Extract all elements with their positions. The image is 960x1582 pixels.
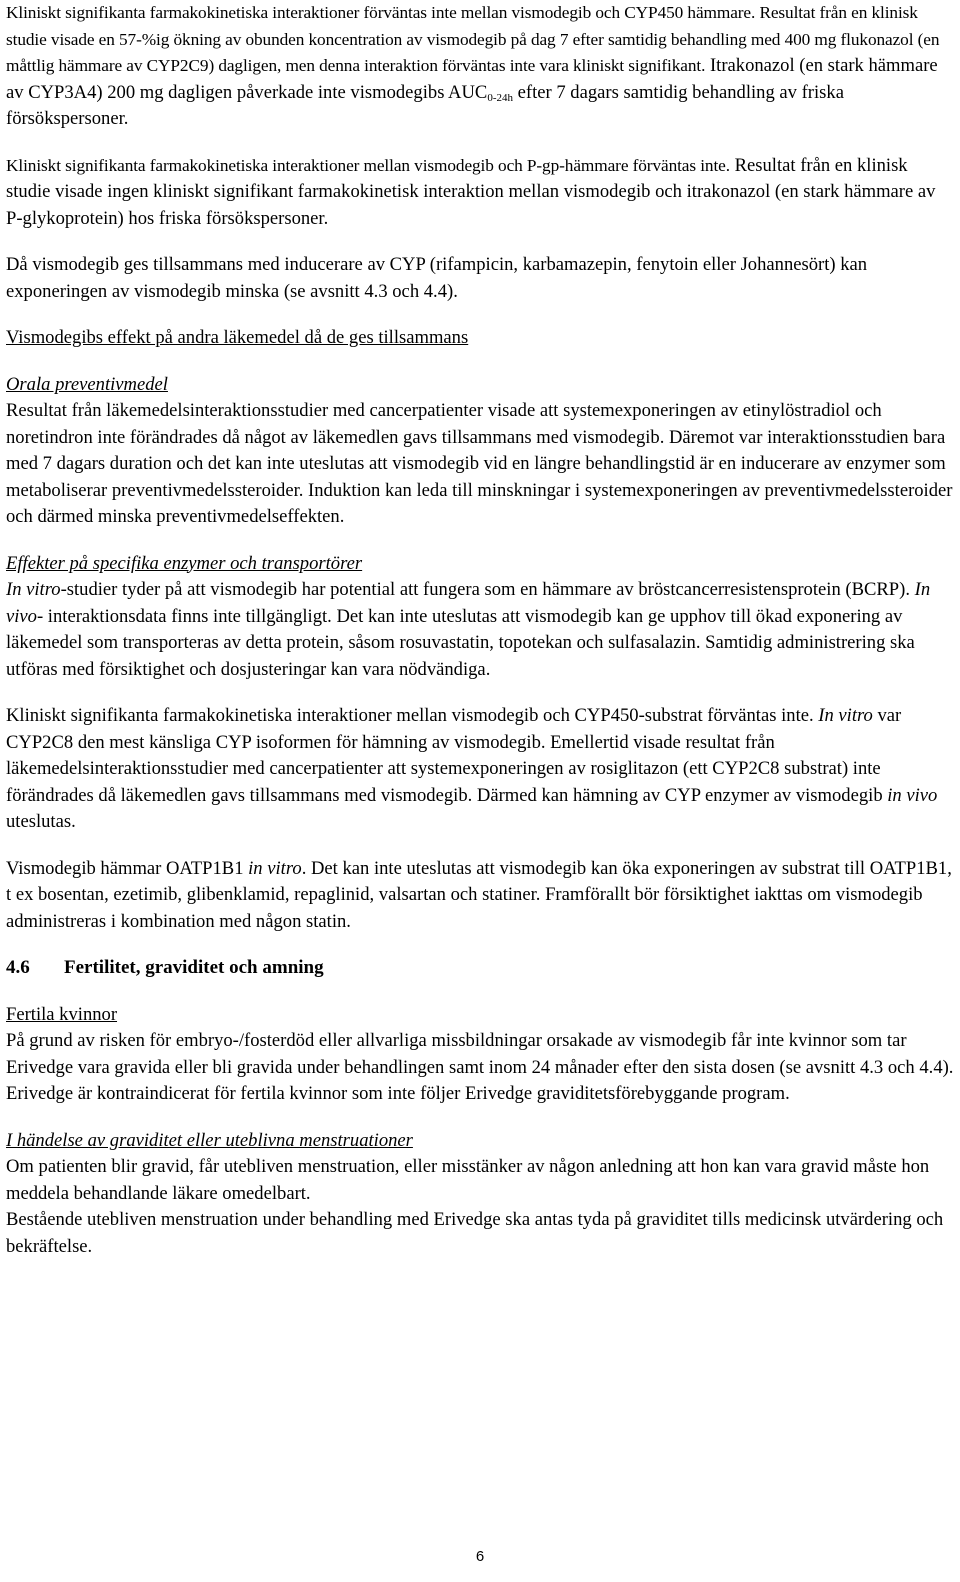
paragraph-cyp-inducers: Då vismodegib ges tillsammans med inducerare av CYP (rifampicin, karbamazepin, fenytoin eller Johannesört) kan exponeringen av vismodegib minska (se avsnitt 4.3 och 4.4).: [6, 254, 868, 302]
paragraph-text: Kliniskt signifikanta farmakokinetiska interaktioner mellan vismodegib och CYP450-substrat förväntas inte.: [6, 705, 819, 726]
document-page: [6, 0, 954, 1260]
paragraph-text: Itrakonazol (en stark hämmare av CYP3A4) 200 mg dagligen påverkade inte vismodegibs AUC: [6, 55, 938, 103]
paragraph-pgp-inhibitors: [6, 153, 954, 233]
paragraph-fertile-women: På grund av risken för embryo-/fosterdöd eller allvarliga missbildningar orsakade av vismodegib får inte kvinnor som tar Erivedge vara gravida eller bli gravida under behandlingen samt inom 24 månader efter den sista dosen (se avsnitt 4.3 och 4.4).: [6, 1030, 954, 1078]
paragraph-pregnancy-notify: Om patienten blir gravid, får utebliven menstruation, eller misstänker av någon anledning att hon kan vara gravid måste hon meddela behandlande läkare omedelbart.: [6, 1156, 930, 1204]
paragraph-amenorrhea: Bestående utebliven menstruation under behandling med Erivedge ska antas tyda på graviditet tills medicinsk utvärdering och bekräftelse.: [6, 1209, 944, 1257]
paragraph-bcrp: [6, 577, 954, 683]
paragraph-text: var CYP2C8 den mest känsliga CYP isoformen för hämning av vismodegib. Emellertid visade resultat från läkemedelsinteraktionsstudier med cancerpatienter att systemexponeringen av rosiglitazon (ett CYP2C8 substrat) inte förändrades då läkemedlen gavs tillsammans med vismodegib. Därmed kan hämning av CYP enzymer av vismodegib: [6, 705, 902, 806]
paragraph-text: . Det kan inte uteslutas att vismodegib kan öka exponeringen av substrat till OATP1B1, t ex bosentan, ezetimib, glibenklamid, repaglinid, valsartan och statiner. Framförallt bör försiktighet iakttas om vismodegib administreras i kombination med någon statin.: [6, 857, 952, 932]
subscript-auc: 0-24h: [487, 91, 513, 104]
paragraph-contraindication: Erivedge är kontraindicerat för fertila kvinnor som inte följer Erivedge graviditetsförebyggande program.: [6, 1083, 790, 1104]
paragraph-text: Resultat från en klinisk studie visade ingen kliniskt signifikant farmakokinetisk interaktion mellan vismodegib och itrakonazol (en stark hämmare av P-glykoprotein) hos friska försökspersoner.: [6, 154, 936, 229]
paragraph-text: Kliniskt signifikanta farmakokinetiska interaktioner förväntas inte mellan vismodegib och CYP450 hämmare. Resultat från en klinisk studie visade en 57-%ig ökning av obunden koncentration av vismodegib på dag 7 efter samtidig behandling med 400 mg flukonazol (en måttlig hämmare av CYP2C9) dagligen, men denna interaktion förväntas inte vara kliniskt signifikant.: [6, 3, 940, 75]
subheading-enzymes-transporters: Effekter på specifika enzymer och transportörer: [6, 552, 363, 574]
section-title: Fertilitet, graviditet och amning: [64, 957, 324, 978]
subheading-effect-on-other-drugs: Vismodegibs effekt på andra läkemedel då de ges tillsammans: [6, 327, 469, 348]
paragraph-text: uteslutas.: [6, 811, 76, 832]
page-number: 6: [475, 1548, 485, 1565]
paragraph-text: Kliniskt signifikanta farmakokinetiska interaktioner mellan vismodegib och P-gp-hämmare förväntas inte.: [6, 155, 730, 175]
paragraph-text: -studier tyder på att vismodegib har potential att fungera som en hämmare av bröstcancerresistensprotein (BCRP).: [60, 579, 915, 600]
italic-term: In vivo: [6, 579, 931, 627]
section-heading: [6, 955, 954, 982]
italic-term: In vitro: [6, 579, 61, 600]
paragraph-text: - interaktionsdata finns inte tillgängligt. Det kan inte uteslutas att vismodegib kan ge upphov till ökad exponering av läkemedel som transporteras av detta protein, såsom rosuvastatin, topotekan och sulfasalazin. Samtidig administrering ska utföras med försiktighet och dosjusteringar kan vara nödvändiga.: [6, 605, 915, 680]
paragraph-oatp1b1: [6, 856, 954, 936]
subheading-fertile-women: Fertila kvinnor: [6, 1003, 118, 1025]
subheading-oral-contraceptives: Orala preventivmedel: [6, 373, 168, 395]
section-number: 4.6: [6, 957, 30, 978]
paragraph-text: efter 7 dagars samtidig behandling av friska försökspersoner.: [6, 81, 844, 129]
italic-term: In vitro: [818, 705, 873, 726]
paragraph-oral-contraceptives: Resultat från läkemedelsinteraktionsstudier med cancerpatienter visade att systemexponeringen av etinylöstradiol och noretindron inte förändrades då något av läkemedlen gavs tillsammans med vismodegib. Däremot var interaktionsstudien bara med 7 dagars duration och det kan inte uteslutas att vismodegib vid en längre behandlingstid är en inducerare av enzymer som metaboliserar preventivmedelssteroider. Induktion kan leda till minskningar i systemexponeringen av preventivmedelssteroider och därmed minska preventivmedelseffekten.: [6, 400, 953, 527]
paragraph-cyp450-substrates: [6, 703, 954, 836]
italic-term: in vitro: [248, 857, 302, 879]
subheading-pregnancy: I händelse av graviditet eller uteblivna menstruationer: [6, 1129, 413, 1151]
italic-term: in vivo: [887, 784, 938, 806]
paragraph-text: Vismodegib hämmar OATP1B1: [6, 857, 249, 879]
paragraph-cyp450-inhibitors: [6, 0, 954, 133]
